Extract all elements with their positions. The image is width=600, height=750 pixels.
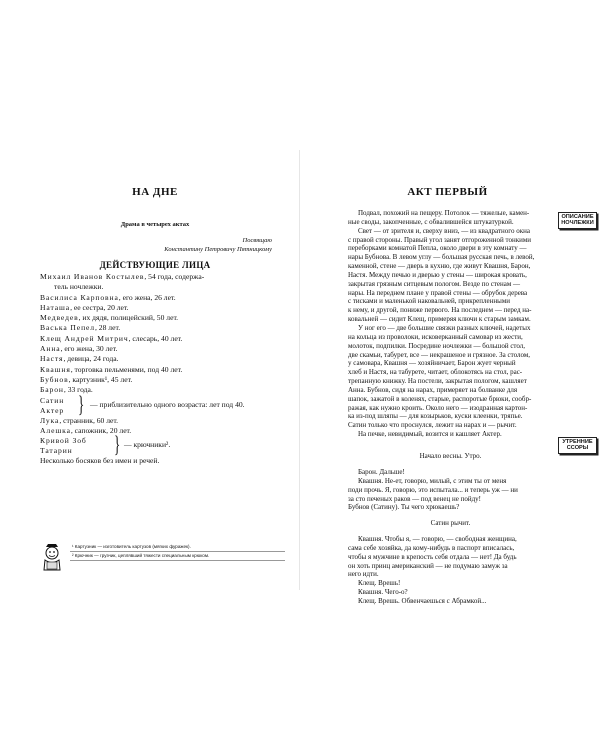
- cast-name: Лука: [40, 415, 60, 425]
- cast-desc: , сапожник, 20 лет.: [70, 425, 132, 435]
- text-line: у самовара, Квашня — хозяйничает, Барон жует черный: [348, 359, 516, 368]
- text-line: Барон. Дальше!: [358, 468, 405, 476]
- text-line: поди прочь. Я, говорю, это испытала... и теперь уж — ни: [348, 485, 518, 494]
- cast-desc: , 54 года, содержа-: [144, 272, 205, 281]
- text-line: ковальней — сидит Клещ, примеряя ключи к старым замкам.: [348, 315, 531, 324]
- cast-name: Кривой Зоб: [40, 436, 87, 446]
- text-line: две скамьи, табурет, все — некрашеное и грязное. За столом,: [348, 350, 531, 359]
- cast-member: [40, 354, 280, 364]
- text-line: трепанную книжку. На постели, закрытая пологом, кашляет: [348, 377, 527, 386]
- cast-group-desc: — приблизительно одного возраста: лет под 40.: [90, 399, 245, 409]
- text-line: Клещ. Врешь. Обвенчаешься с Абрамкой...: [358, 596, 487, 605]
- text-line: Клещ. Врешь!: [358, 579, 401, 588]
- cast-list: [40, 272, 280, 466]
- text-line: к нему, и другой, пониже первого. На последнем — перед на-: [348, 306, 532, 315]
- cast-name: Квашня: [40, 364, 71, 374]
- cast-name: Бубнов: [40, 374, 69, 384]
- text-line: него идти.: [348, 570, 379, 579]
- cast-desc: , его жена, 26 лет.: [118, 292, 176, 302]
- cast-name: Наташа: [40, 302, 71, 312]
- cast-desc: , слесарь, 40 лет.: [128, 333, 183, 343]
- tag-line: НОЧЛЕЖКИ: [561, 220, 594, 227]
- cast-desc: , странник, 60 лет.: [59, 415, 119, 425]
- cast-member: [40, 365, 280, 375]
- cast-member: [40, 385, 280, 395]
- cast-heading: ДЕЙСТВУЮЩИЕ ЛИЦА: [99, 260, 211, 270]
- text-line: Подвал, похожий на пещеру. Потолок — тяжелые, камен-: [358, 209, 530, 217]
- cast-member: [40, 272, 280, 282]
- cast-name: Алешка: [40, 425, 71, 435]
- cast-name: Барон: [40, 385, 64, 395]
- text-line: На печке, невидимый, возится и кашляет Актер.: [358, 430, 502, 439]
- dedication-line1: Посвящаю: [242, 237, 272, 244]
- footnotes: [70, 543, 285, 561]
- cast-desc: , его жена, 30 лет.: [60, 344, 118, 354]
- text-line: ка из-под шляпы — для козырьков, куски клеенки, тряпье.: [348, 412, 523, 421]
- text-line: переборками комнатой Пепла, около двери в эту комнату —: [348, 244, 527, 253]
- stage-direction-2: Сатин рычит.: [430, 519, 471, 527]
- text-line: Бубнов (Сатину). Ты чего хрюкаешь?: [348, 503, 460, 512]
- dialogue-block-1: [348, 468, 553, 512]
- cast-name: Татарин: [40, 446, 73, 456]
- cast-name: Васька Пепел: [40, 323, 95, 333]
- cast-desc: , 33 года.: [63, 385, 93, 395]
- text-line: молоток, подпилки. Посредине ночлежки — большой стол,: [348, 341, 526, 350]
- cast-member: [40, 293, 280, 303]
- cast-member: [40, 344, 280, 354]
- cast-member: [40, 334, 280, 344]
- text-line: Квашня. Чего-о?: [358, 588, 408, 597]
- cast-desc: тель ночлежки.: [54, 282, 104, 292]
- tag-line: ОПИСАНИЕ: [561, 214, 594, 220]
- cast-name: Василиса Карповна: [40, 292, 119, 302]
- text-line: закрытая грязным ситцевым пологом. Везде по стенам —: [348, 279, 520, 288]
- cast-member: [40, 323, 280, 333]
- play-subtitle: Драма в четырех актах: [120, 221, 190, 228]
- right-page: [300, 0, 600, 750]
- act-title: АКТ ПЕРВЫЙ: [407, 186, 488, 198]
- text-line: ные своды, закопченные, с обвалившейся штукатуркой.: [348, 217, 514, 226]
- tag-line: УТРЕННИЕ: [562, 439, 593, 445]
- cast-desc: , их дядя, полицейский, 50 лет.: [78, 313, 179, 323]
- cast-desc: , девица, 24 года.: [63, 354, 119, 364]
- text-line: шапок, зажатой в коленях, старые, распоротые брюки, сообр-: [348, 394, 532, 403]
- cast-desc: , 28 лет.: [95, 323, 121, 333]
- cast-member: [40, 416, 280, 426]
- text-line: он хоть принц американский — не подумаю замуж за: [348, 561, 508, 570]
- cast-member: [40, 375, 280, 385]
- cast-name: Медведев: [40, 313, 79, 323]
- text-line: ражая, как нужно кроить. Около него — изодранная картон-: [348, 403, 528, 412]
- margin-tag-quarrels: [558, 437, 597, 454]
- stage-direction-1: Начало весны. Утро.: [419, 452, 482, 460]
- text-line: Квашня. Чтобы я, — говорю, — свободная женщина,: [358, 535, 517, 543]
- cast-name: Михаил Иванов Костылев: [40, 272, 145, 281]
- footnote-1: ¹ Картузник — изготовитель картузов (мягких фуражек).: [70, 543, 285, 552]
- brace-glyph: }: [78, 390, 85, 418]
- text-line: Анна. Бубнов, сидя на нарах, примеряет на болванке для: [348, 385, 518, 394]
- text-line: сама себе хозяйка, да кому-нибудь в паспорт вписалась,: [348, 543, 515, 552]
- cast-member: [40, 313, 280, 323]
- brace-glyph: }: [114, 430, 121, 458]
- text-line: У ног его — две большие связки разных ключей, надетых: [358, 323, 531, 332]
- text-line: нары. На переднем плане у правой стены — обрубок дерева: [348, 288, 528, 297]
- cast-name: Клещ Андрей Митрич: [40, 333, 129, 343]
- dialogue-block-2: [348, 535, 553, 606]
- dedication-line2: Константину Петровичу Пятницкому: [164, 246, 272, 253]
- text-line: за сто печеных раков — под венец не пойду!: [348, 494, 481, 503]
- text-line: на кольца из проволоки, исковерканный самовар из жести,: [348, 332, 523, 341]
- cast-member: [40, 426, 280, 436]
- text-line: Квашня. Не-ет, говорю, милый, с этим ты от меня: [358, 476, 507, 485]
- cast-name: Актер: [40, 405, 65, 415]
- text-line: каменной, стене — дверь в кухню, где живут Квашня, Барон,: [348, 262, 531, 271]
- cast-desc: , торговка пельменями, под 40 лет.: [70, 364, 183, 374]
- mascot-icon: [40, 543, 64, 571]
- cast-group-desc: — крючники².: [124, 440, 171, 450]
- text-line: Сатин только что проснулся, лежит на нарах и — рычит.: [348, 421, 517, 430]
- dedication: [164, 236, 272, 254]
- cast-name: Сатин: [40, 395, 65, 405]
- margin-tag-description: [558, 212, 597, 229]
- tag-line: ССОРЫ: [566, 445, 589, 452]
- text-line: Настя. Между печью и дверью у стены — широкая кровать,: [348, 270, 527, 279]
- text-line: нары Бубнова. В левом углу — большая русская печь, в левой,: [348, 253, 535, 262]
- cast-name: Анна: [40, 344, 61, 354]
- cast-desc: , картузник¹, 45 лет.: [68, 374, 133, 384]
- text-line: чтобы я мужчине в крепость себя отдала — нет! Да будь: [348, 552, 517, 561]
- text-line: Свет — от зрителя и, сверху вниз, — из квадратного окна: [358, 226, 530, 235]
- cast-name: Настя: [40, 354, 64, 364]
- cast-desc: , ее сестра, 20 лет.: [70, 302, 129, 312]
- cast-member: [40, 282, 280, 292]
- text-line: с правой стороны. Правый угол занят отгороженной тонкими: [348, 235, 532, 244]
- text-line: с тисками и маленькой наковальней, прикрепленными: [348, 297, 511, 306]
- stage-description: [348, 209, 553, 439]
- cast-member: [40, 303, 280, 313]
- footnote-2: ² Крючник — грузчик, цеплявший тяжести специальным крюком.: [70, 552, 285, 561]
- play-title: НА ДНЕ: [132, 186, 178, 198]
- text-line: хлеб и Настя, на табурете, читает, облокотясь на стол, рас-: [348, 368, 523, 377]
- cast-last: Несколько босяков без имен и речей.: [40, 456, 160, 466]
